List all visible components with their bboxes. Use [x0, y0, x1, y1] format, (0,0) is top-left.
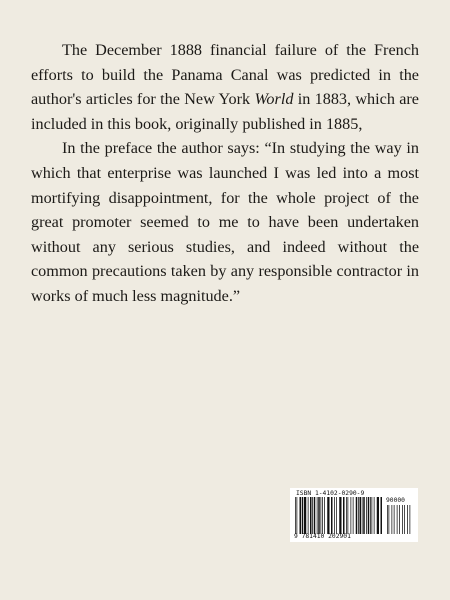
- barcode-bar: [331, 497, 333, 534]
- barcode-bar: [358, 497, 359, 534]
- barcode-bar: [356, 497, 358, 534]
- isbn-label: ISBN 1-4102-0290-9: [296, 490, 365, 497]
- barcode-bar: [321, 497, 322, 534]
- barcode-bar: [381, 497, 383, 534]
- paragraph-1-text-b: in 1883, which are included in this book, originally published in 1885,: [31, 90, 419, 133]
- barcode-bar: [389, 505, 390, 534]
- barcode-bar: [317, 497, 318, 534]
- barcode-bar: [343, 497, 345, 534]
- addon-barcode-bars: [386, 505, 414, 534]
- barcode-bar: [387, 505, 388, 534]
- barcode-bar: [407, 505, 408, 534]
- paragraph-2: In the preface the author says: “In studying the way in which that enterprise was launched I was led into a most mortifying disappointment, for the whole project of the great promoter seemed to me to have been undertaken without any serious studies, and indeed without the common precautions taken by any responsible contractor in works of much less magnitude.”: [31, 139, 419, 305]
- barcode-bar: [397, 505, 398, 534]
- barcode-bar: [308, 497, 309, 534]
- barcode-bar: [410, 505, 411, 534]
- barcode-bar: [377, 497, 379, 534]
- barcode-bar: [304, 497, 306, 534]
- barcode-bar: [339, 497, 341, 534]
- barcode-bar: [362, 497, 363, 534]
- barcode-bar: [318, 497, 320, 534]
- barcode-bar: [394, 505, 395, 534]
- barcode-bar: [374, 497, 375, 534]
- barcode-bar: [336, 497, 337, 534]
- paragraph-1-text-a: The December 1888 financial failure of the French efforts to build the Panama Canal was predicted in the author's articles for the New York: [31, 41, 419, 109]
- barcode-bar: [404, 505, 405, 534]
- barcode-bar: [300, 497, 302, 534]
- barcode-bar: [310, 497, 312, 534]
- blurb-text: [31, 38, 419, 309]
- barcode-bar: [353, 497, 354, 534]
- addon-code-label: 90000: [386, 497, 405, 504]
- barcode-bar: [348, 497, 349, 534]
- barcode-bar: [327, 497, 329, 534]
- barcode-bar: [295, 497, 296, 534]
- barcode-bar: [324, 497, 325, 534]
- ean-number-label: 9 781410 202901: [294, 533, 351, 540]
- barcode-bar: [360, 497, 362, 534]
- barcode-bars: [294, 497, 384, 534]
- barcode-bar: [392, 505, 393, 534]
- barcode-bar: [302, 497, 304, 534]
- barcode-bar: [297, 497, 298, 534]
- barcode-bar: [351, 497, 352, 534]
- paragraph-1: [31, 38, 419, 136]
- barcode-bar: [322, 497, 323, 534]
- barcode-panel: [290, 488, 418, 542]
- barcode-bar: [314, 497, 316, 534]
- barcode-bar: [402, 505, 403, 534]
- barcode-bar: [399, 505, 400, 534]
- barcode-bar: [372, 497, 373, 534]
- barcode-bar: [346, 497, 347, 534]
- barcode-bar: [368, 497, 370, 534]
- barcode-bar: [370, 497, 371, 534]
- barcode-bar: [334, 497, 335, 534]
- barcode-bar: [312, 497, 313, 534]
- barcode-bar: [363, 497, 365, 534]
- newspaper-title-italic: World: [254, 90, 294, 109]
- barcode-bar: [366, 497, 367, 534]
